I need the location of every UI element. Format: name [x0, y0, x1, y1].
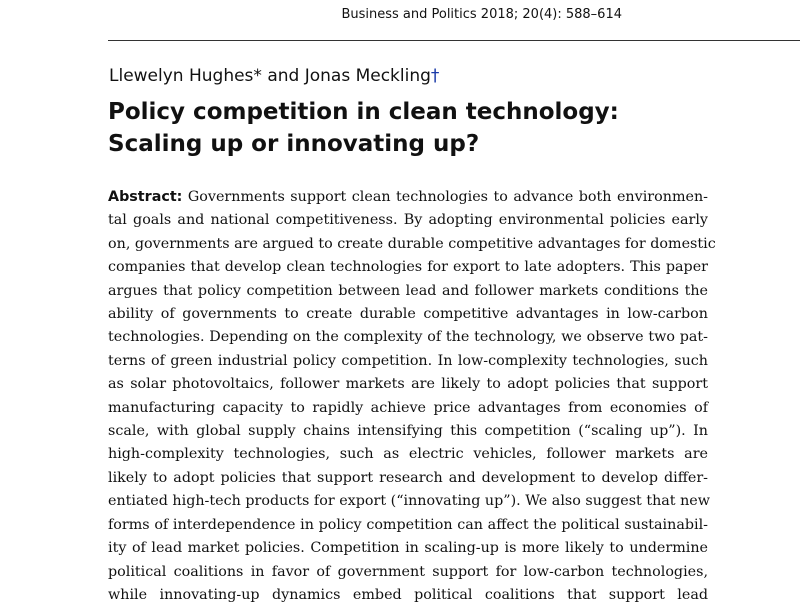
abstract-line: high-complexity technologies, such as electric vehicles, follower markets are — [108, 446, 708, 463]
abstract-line: argues that policy competition between lead and follower markets conditions the — [108, 282, 708, 299]
abstract-line: tal goals and national competitiveness. By adopting environmental policies early — [108, 212, 708, 229]
abstract-line — [108, 186, 708, 209]
abstract-line: forms of interdependence in policy competition can affect the political sustainabil- — [108, 516, 708, 533]
abstract-line: manufacturing capacity to rapidly achieve price advantages from economies of — [108, 399, 708, 416]
abstract — [108, 186, 716, 607]
abstract-text: Governments support clean technologies to advance both environmen- — [182, 189, 708, 205]
abstract-line: on, governments are argued to create durable competitive advantages for domestic — [108, 235, 716, 252]
abstract-line: as solar photovoltaics, follower markets are likely to adopt policies that support — [108, 376, 708, 393]
journal-reference: Business and Politics 2018; 20(4): 588–614 — [341, 7, 622, 22]
article-title — [108, 96, 708, 160]
title-line: Policy competition in clean technology: — [108, 99, 619, 125]
abstract-line: technologies. Depending on the complexity of the technology, we observe two pat- — [108, 329, 708, 346]
authors: Llewelyn Hughes* and Jonas Meckling — [109, 66, 431, 86]
abstract-line: terns of green industrial policy competition. In low-complexity technologies, such — [108, 352, 708, 369]
abstract-line: likely to adopt policies that support research and development to develop differ- — [108, 469, 708, 486]
abstract-line: entiated high-tech products for export (“innovating up”). We also suggest that new — [108, 493, 710, 510]
header-divider — [108, 40, 800, 41]
abstract-line: ability of governments to create durable competitive advantages in low-carbon — [108, 306, 708, 323]
author-affiliation-mark[interactable]: † — [430, 66, 440, 86]
abstract-line: scale, with global supply chains intensifying this competition (“scaling up”). In — [108, 423, 708, 440]
abstract-line: while innovating-up dynamics embed political coalitions that support lead — [108, 586, 708, 603]
abstract-line: companies that develop clean technologies for export to late adopters. This paper — [108, 259, 708, 276]
title-line: Scaling up or innovating up? — [108, 131, 480, 157]
abstract-label: Abstract: — [108, 189, 183, 205]
abstract-line: ity of lead market policies. Competition in scaling-up is more likely to undermine — [108, 540, 708, 557]
author-line — [109, 66, 439, 86]
abstract-line: political coalitions in favor of government support for low-carbon technologies, — [108, 563, 708, 580]
